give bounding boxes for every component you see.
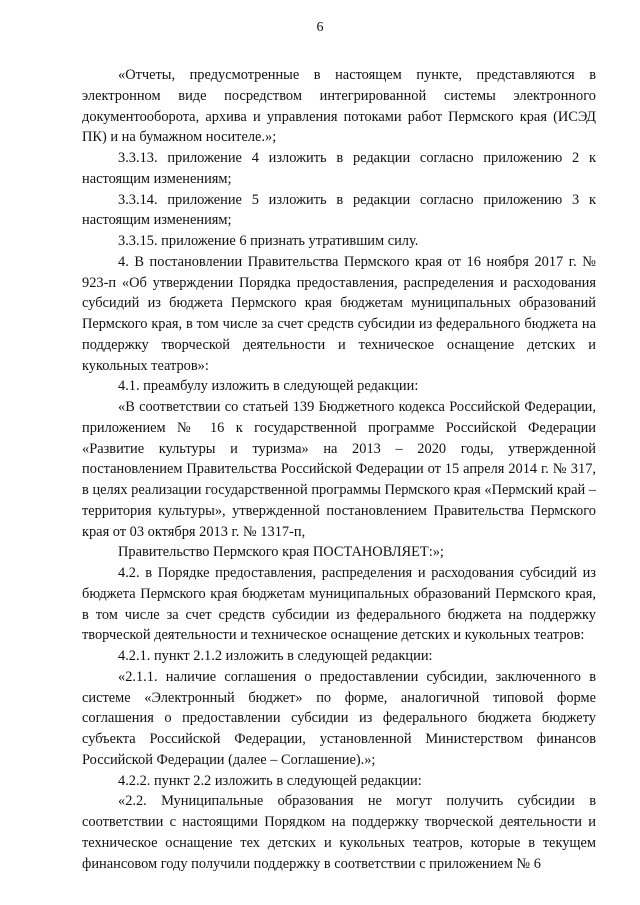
paragraph: «2.1.1. наличие соглашения о предоставлении субсидии, заключенного в системе «Электронный бюджет» по форме, аналогичной типовой форме соглашения о предоставлении субсидии из федерального бюджета бюджету субъекта Российской Федерации, установленной Министерством финансов Российской Федерации (далее – Соглашение).»; <box>82 668 596 768</box>
page-number: 6 <box>316 20 324 35</box>
paragraph: 3.3.13. приложение 4 изложить в редакции согласно приложению 2 к настоящим изменениям; <box>82 150 596 187</box>
paragraph: 4.2. в Порядке предоставления, распределения и расходования субсидий из бюджета Пермского края бюджетам муниципальных образований Пермского края, в том числе за счет средств субсидии из федерального бюджета на поддержку творческой деятельности и техническое оснащение детских и кукольных театров: <box>82 565 596 644</box>
paragraph: 4.2.2. пункт 2.2 изложить в следующей редакции: <box>118 772 422 789</box>
paragraph: «2.2. Муниципальные образования не могут получить субсидии в соответствии с настоящими Порядком на поддержку творческой деятельности и техническое оснащение тех детских и кукольных театров, которые в текущем финансовом году получили поддержку в соответствии с приложением № 6 <box>82 793 596 872</box>
paragraph: «Отчеты, предусмотренные в настоящем пункте, представляются в электронном виде посредством интегрированной системы электронного документооборота, архива и управления потоками работ Пермского края (ИСЭД ПК) и на бумажном носителе.»; <box>82 67 596 146</box>
paragraph: «В соответствии со статьей 139 Бюджетного кодекса Российской Федерации, приложением № 16 к государственной программе Российской Федерации «Развитие культуры и туризма» на 2013 – 2020 годы, утвержденной постановлением Правительства Российской Федерации от 15 апреля 2014 г. № 317, в целях реализации государственной программы Пермского края «Пермский край – территория культуры», утвержденной постановлением Правительства Пермского края от 03 октября 2013 г. № 1317-п, <box>82 399 596 540</box>
paragraph: 4. В постановлении Правительства Пермского края от 16 ноября 2017 г. № 923-п «Об утверждении Порядка предоставления, распределения и расходования субсидий из бюджета Пермского края бюджетам муниципальных образований Пермского края, в том числе за счет средств субсидии из федерального бюджета на поддержку творческой деятельности и техническое оснащение детских и кукольных театров»: <box>82 253 596 374</box>
paragraph: 3.3.15. приложение 6 признать утратившим силу. <box>118 233 419 249</box>
document-body <box>82 65 596 874</box>
paragraph: 3.3.14. приложение 5 изложить в редакции согласно приложению 3 к настоящим изменениям; <box>82 191 596 229</box>
paragraph: Правительство Пермского края ПОСТАНОВЛЯЕТ:»; <box>118 544 444 561</box>
paragraph: 4.2.1. пункт 2.1.2 изложить в следующей редакции: <box>118 648 433 664</box>
paragraph: 4.1. преамбулу изложить в следующей редакции: <box>118 378 419 395</box>
